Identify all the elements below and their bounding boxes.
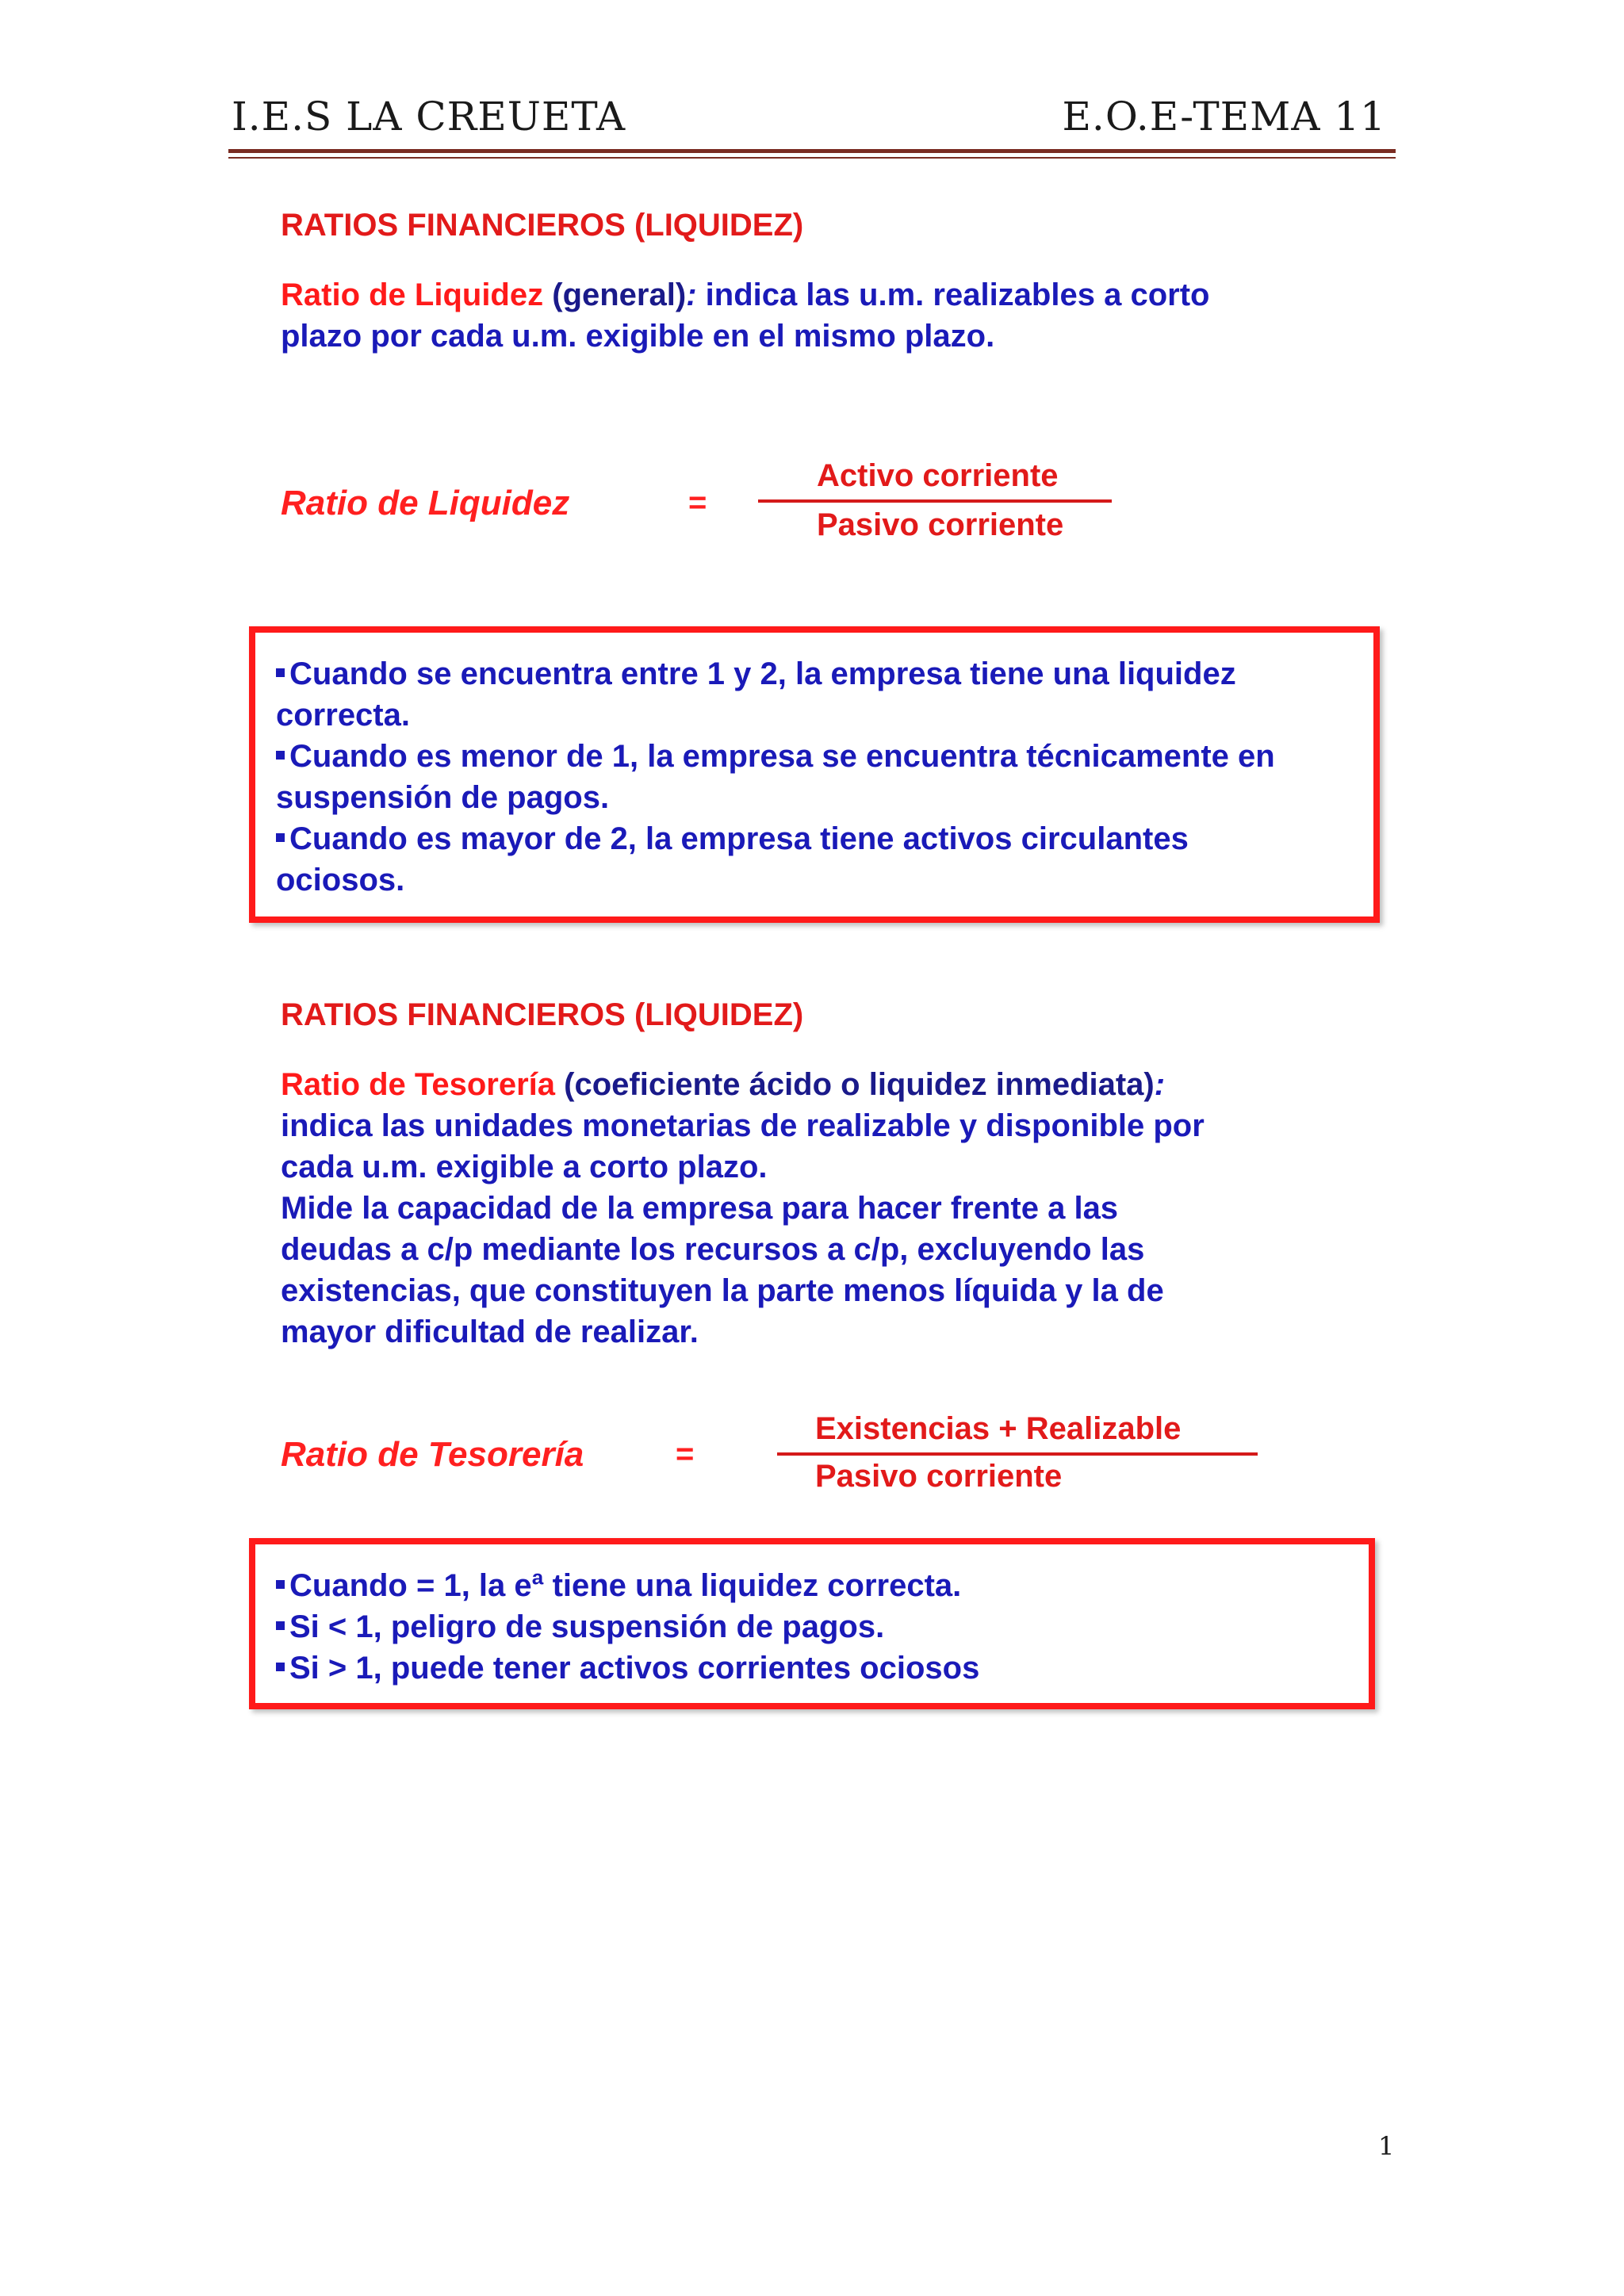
- slide2-fraction-bar: [777, 1452, 1258, 1456]
- slide1-interpretation-box: [249, 626, 1380, 923]
- slide1-bullet-3: Cuando es mayor de 2, la empresa tiene activos circulantes: [276, 821, 1189, 857]
- slide1-ratio-qualifier: (general): [552, 277, 687, 312]
- bullet-square-icon: [276, 668, 285, 677]
- slide1-bullet-1: Cuando se encuentra entre 1 y 2, la empresa tiene una liquidez: [276, 656, 1236, 692]
- page-number: 1: [1378, 2131, 1395, 2161]
- slide1-numerator: Activo corriente: [817, 458, 1059, 493]
- slide2-definition-line4: Mide la capacidad de la empresa para hacer frente a las: [281, 1191, 1119, 1226]
- slide2-ratio-qualifier: (coeficiente ácido o liquidez inmediata): [564, 1067, 1155, 1102]
- slide2-title: RATIOS FINANCIEROS (LIQUIDEZ): [281, 997, 804, 1032]
- bullet-square-icon: [276, 1580, 285, 1589]
- slide1-bullet-2-cont: suspensión de pagos.: [276, 780, 610, 815]
- slide1-ratio-name: Ratio de Liquidez: [281, 277, 544, 312]
- slide2-denominator: Pasivo corriente: [815, 1459, 1063, 1494]
- slide2-numerator: Existencias + Realizable: [815, 1411, 1182, 1446]
- slide2-definition-line7: mayor dificultad de realizar.: [281, 1314, 699, 1349]
- bullet-square-icon: [276, 833, 285, 842]
- slide2-interpretation-box: [249, 1538, 1375, 1709]
- slide2-definition-line1: [281, 1064, 1165, 1105]
- page-header: [228, 94, 1396, 149]
- slide2-bullet-3: Si > 1, puede tener activos corrientes ociosos: [276, 1651, 979, 1686]
- slide1-definition-line1: [281, 274, 1209, 316]
- slide1-bullet-1-cont: correcta.: [276, 698, 410, 733]
- slide2-ratio-name: Ratio de Tesorería: [281, 1067, 556, 1102]
- header-rule: [228, 149, 1396, 153]
- slide1-fraction-bar: [758, 499, 1112, 503]
- slide1-equals-sign: =: [688, 485, 707, 520]
- slide2-colon: :: [1154, 1067, 1166, 1102]
- header-topic: E.O.E-TEMA 11: [1062, 94, 1386, 140]
- slide1-title: RATIOS FINANCIEROS (LIQUIDEZ): [281, 208, 804, 243]
- slide2-bullet-1: Cuando = 1, la eª tiene una liquidez correcta.: [276, 1568, 961, 1604]
- slide2-formula-label: Ratio de Tesorería: [281, 1435, 584, 1474]
- bullet-square-icon: [276, 751, 285, 760]
- slide1-bullet-2: Cuando es menor de 1, la empresa se encuentra técnicamente en: [276, 739, 1275, 775]
- header-rule-thin: [228, 157, 1396, 159]
- slide2-definition-line6: existencias, que constituyen la parte menos líquida y la de: [281, 1273, 1164, 1308]
- slide2-bullet-2: Si < 1, peligro de suspensión de pagos.: [276, 1609, 884, 1645]
- slide1-formula-label: Ratio de Liquidez: [281, 484, 570, 522]
- slide1-denominator: Pasivo corriente: [817, 507, 1064, 542]
- slide1-definition-text: indica las u.m. realizables a corto: [705, 277, 1210, 312]
- slide1-colon: :: [686, 277, 697, 312]
- slide1-bullet-3-cont: ociosos.: [276, 863, 405, 897]
- slide2-definition-line5: deudas a c/p mediante los recursos a c/p, excluyendo las: [281, 1232, 1145, 1267]
- slide2-definition-line2: indica las unidades monetarias de realizable y disponible por: [281, 1108, 1205, 1143]
- bullet-square-icon: [276, 1663, 285, 1671]
- slide2-definition-line3: cada u.m. exigible a corto plazo.: [281, 1150, 768, 1184]
- bullet-square-icon: [276, 1621, 285, 1630]
- header-school: I.E.S LA CREUETA: [232, 94, 626, 140]
- slide2-equals-sign: =: [676, 1437, 695, 1471]
- slide1-definition-line2: plazo por cada u.m. exigible en el mismo plazo.: [281, 319, 995, 354]
